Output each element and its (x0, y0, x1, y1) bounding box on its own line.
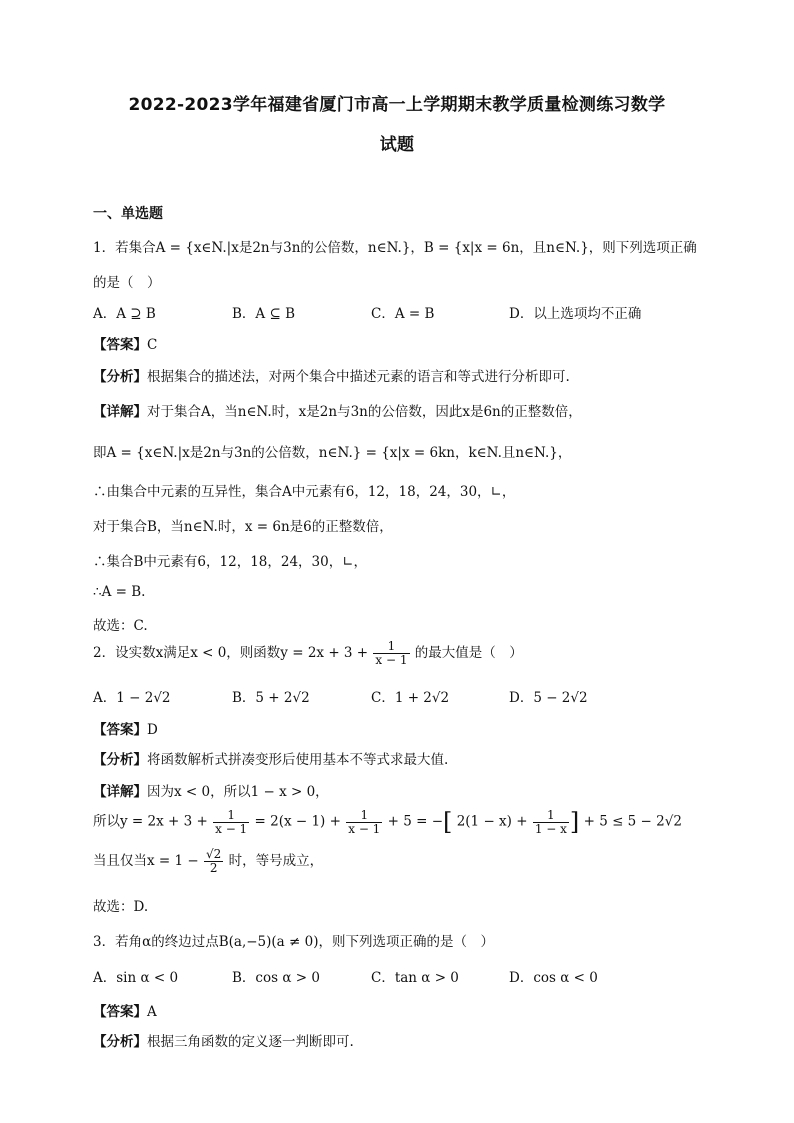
question-1-stem-continued: 的是（ ） (93, 275, 161, 291)
q1-detail-line: 故选：C. (93, 618, 148, 634)
fraction-denominator: 1 − x (534, 821, 567, 836)
question-1-stem: 1．若集合A = {x∈N.|x是2n与3n的公倍数，n∈N.}，B = {x|x = 6n，且n∈N.}，则下列选项正确 (93, 240, 697, 256)
fraction-numerator: 1 (373, 640, 409, 654)
fraction-numerator: 1 (533, 809, 569, 823)
q2-detail-equation (93, 808, 682, 836)
q1-option-b: B．A ⊆ B (232, 306, 295, 322)
fraction (533, 809, 569, 836)
analysis-text: 根据集合的描述法，对两个集合中描述元素的语言和等式进行分析即可. (147, 369, 570, 385)
left-bracket: [ (443, 808, 453, 836)
q1-detail-line: ∴集合B中元素有6，12，18，24，30，∟， (93, 554, 368, 570)
q2-option-a: A．1 − 2√2 (93, 690, 171, 706)
fraction-denominator: 2 (209, 861, 218, 875)
equation-part: 2(1 − x) + (456, 813, 528, 830)
answer-value: A (147, 1004, 157, 1020)
q1-detail-line: 对于集合B，当n∈N.时，x = 6n是6的正整数倍， (93, 519, 393, 535)
question-2-stem (93, 640, 523, 667)
answer-value: D (147, 722, 158, 738)
q2-option-c: C．1 + 2√2 (371, 690, 450, 706)
fraction-numerator: 1 (346, 809, 382, 823)
q1-detail-line: ∴由集合中元素的互异性，集合A中元素有6，12，18，24，30，∟， (93, 484, 516, 500)
q3-option-c: C．tan α > 0 (371, 970, 459, 986)
q2-stem-end: 的最大值是（ ） (414, 645, 523, 661)
q3-option-d: D．cos α < 0 (509, 970, 598, 986)
q1-analysis (93, 365, 570, 385)
detail-tag: 【详解】 (93, 404, 147, 420)
answer-value: C (147, 337, 158, 353)
q1-option-a: A．A ⊇ B (93, 306, 156, 322)
q1-detail (93, 400, 582, 420)
fraction-numerator: 1 (213, 809, 249, 823)
q2-option-b: B．5 + 2√2 (232, 690, 310, 706)
fraction (204, 848, 223, 875)
q2-detail-line: 故选：D. (93, 899, 149, 915)
section-heading: 一、单选题 (93, 206, 163, 222)
fraction (213, 809, 249, 836)
detail-text: 因为x < 0，所以1 − x > 0， (147, 784, 329, 800)
q2-answer (93, 718, 158, 738)
q1-detail-line: 即A = {x∈N.|x是2n与3n的公倍数，n∈N.} = {x|x = 6kn，k∈N.且n∈N.}， (93, 445, 572, 461)
answer-tag: 【答案】 (93, 337, 147, 353)
fraction-denominator: x − 1 (348, 821, 381, 836)
detail-tag: 【详解】 (93, 784, 147, 800)
q2-fraction (373, 640, 409, 667)
q2-detail-condition (93, 848, 323, 875)
detail-text: 对于集合A，当n∈N.时，x是2n与3n的公倍数，因此x是6n的正整数倍， (147, 404, 582, 420)
q3-answer (93, 1000, 157, 1020)
page-title-continued: 试题 (379, 135, 415, 155)
q1-option-c: C．A = B (371, 306, 435, 322)
q2-option-d: D．5 − 2√2 (509, 690, 588, 706)
q3-option-b: B．cos α > 0 (232, 970, 320, 986)
right-bracket: ] (569, 808, 580, 836)
equation-part: = 2(x − 1) + (254, 813, 341, 830)
q1-answer (93, 333, 157, 353)
q2-stem-start: 2．设实数x满足x < 0，则函数y = 2x + 3 + (93, 645, 369, 661)
q1-detail-line: ∴A = B. (93, 584, 146, 600)
analysis-tag: 【分析】 (93, 752, 147, 768)
q2-analysis (93, 748, 448, 768)
condition-part: 当且仅当x = 1 − (93, 853, 199, 869)
page-title: 2022-2023学年福建省厦门市高一上学期期末教学质量检测练习数学 (128, 95, 666, 115)
fraction-denominator: x − 1 (215, 821, 248, 836)
q2-detail (93, 780, 329, 800)
q3-analysis (93, 1030, 354, 1050)
fraction (346, 809, 382, 836)
analysis-tag: 【分析】 (93, 369, 147, 385)
question-3-stem: 3．若角α的终边过点B(a,−5)(a ≠ 0)，则下列选项正确的是（ ） (93, 934, 494, 950)
condition-part: 时，等号成立， (228, 853, 324, 869)
analysis-tag: 【分析】 (93, 1034, 147, 1050)
fraction-denominator: x − 1 (375, 653, 408, 667)
equation-part: 所以y = 2x + 3 + (93, 813, 208, 830)
equation-part: + 5 = − (387, 813, 444, 830)
q1-option-d: D．以上选项均不正确 (509, 306, 642, 322)
analysis-text: 将函数解析式拼凑变形后使用基本不等式求最大值. (147, 752, 449, 768)
equation-part: + 5 ≤ 5 − 2√2 (583, 813, 682, 830)
answer-tag: 【答案】 (93, 1004, 147, 1020)
analysis-text: 根据三角函数的定义逐一判断即可. (147, 1034, 354, 1050)
answer-tag: 【答案】 (93, 722, 147, 738)
fraction-numerator: √2 (206, 847, 222, 861)
q3-option-a: A．sin α < 0 (93, 970, 179, 986)
